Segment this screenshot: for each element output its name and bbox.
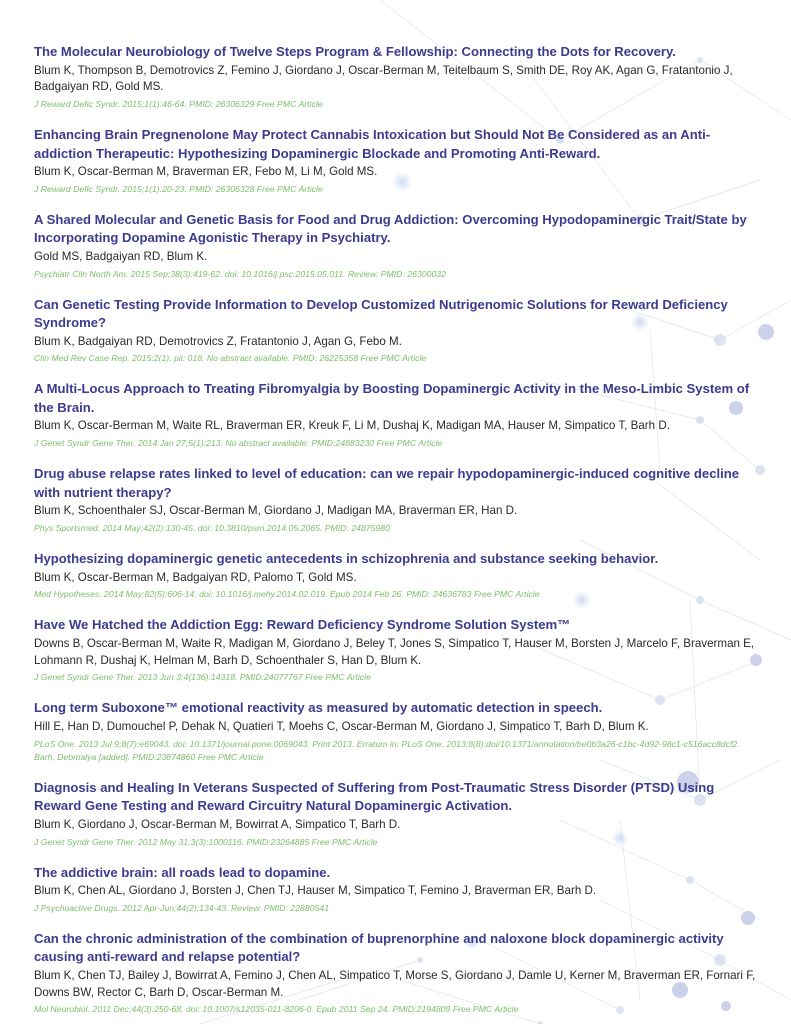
publication-entry [34,296,756,366]
publication-authors: Blum K, Thompson B, Demotrovics Z, Femino J, Giordano J, Oscar-Berman M, Teitelbaum S, Smith DE, Roy AK, Agan G, Fratantonio J, Badgaiyan RD, Gold MS. [34,63,733,94]
publication-title[interactable]: A Multi-Locus Approach to Treating Fibromyalgia by Boosting Dopaminergic Activity in the Meso-Limbic System of the Brain. [34,381,750,415]
publication-citation: Phys Sportsmed. 2014 May;42(2):130-45. doi: 10.3810/psm.2014.05.2065. PMID: 24875980 [34,523,390,534]
publication-title[interactable]: The Molecular Neurobiology of Twelve Steps Program & Fellowship: Connecting the Dots for Recovery. [34,44,676,59]
publication-entry [34,699,756,763]
publication-citation: J Reward Defic Syndr. 2015;1(1):46-64. PMID: 26306329 Free PMC Article [34,99,323,110]
publication-authors: Blum K, Oscar-Berman M, Badgaiyan RD, Palomo T, Gold MS. [34,570,357,584]
publication-citation: J Genet Syndr Gene Ther. 2013 Jun 3;4(136):14318. PMID:24077767 Free PMC Article [34,672,371,683]
publication-entry [34,779,756,849]
publication-authors: Blum K, Oscar-Berman M, Waite RL, Braverman ER, Kreuk F, Li M, Dushaj K, Madigan MA, Hauser M, Simpatico T, Barh D. [34,419,670,433]
publication-citation: J Reward Defic Syndr. 2015;1(1):20-23. PMID: 26306328 Free PMC Article [34,183,323,194]
publication-entry [34,864,756,915]
publication-title[interactable]: Hypothesizing dopaminergic genetic antecedents in schizophrenia and substance seeking behavior. [34,551,659,567]
publication-title[interactable]: A Shared Molecular and Genetic Basis for Food and Drug Addiction: Overcoming Hypodopaminergic Trait/State by Incorporating Dopamine Agonistic Therapy in Psychiatry. [34,211,747,246]
publication-title[interactable]: Can the chronic administration of the combination of buprenorphine and naloxone block dopaminergic activity causing anti-reward and relapse potential? [34,930,724,965]
publication-citation: Med Hypotheses. 2014 May;82(5):606-14. doi: 10.1016/j.mehy.2014.02.019. Epub 2014 Feb 26. PMID: 24636783 Free PMC Article [34,589,540,600]
publication-authors: Downs B, Oscar-Berman M, Waite R, Madigan M, Giordano J, Beley T, Jones S, Simpatico T, Hauser M, Borsten J, Marcelo F, Braverman E, Lohmann R, Dushaj K, Helman M, Barh D, Schoenthaler S, Han D, Blum K. [34,636,755,667]
publication-authors: Blum K, Chen AL, Giordano J, Borsten J, Chen TJ, Hauser M, Simpatico T, Femino J, Braverman ER, Barh D. [34,884,597,898]
publication-entry [34,380,756,450]
publication-citation: PLoS One. 2013 Jul 9;8(7):e69043. doi: 10.1371/journal.pone.0069043. Print 2013. Erratum in: PLoS One. 2013;8(8):doi/10.1371/annotation/be0b3a26-c1bc-4d92-98c1-c516acc8dcf2. Barh, Debmalya [added]. PMID:23874860 Free PMC Article [34,738,740,762]
publication-citation: Psychiatr Clin North Am. 2015 Sep;38(3):419-62. doi: 10.1016/j.psc.2015.05.011. Review. PMID: 26300032 [34,268,446,279]
publication-list [34,43,756,1031]
publication-authors: Blum K, Giordano J, Oscar-Berman M, Bowirrat A, Simpatico T, Barh D. [34,817,401,831]
publication-entry [34,930,756,1017]
publication-citation: J Genet Syndr Gene Ther. 2012 May 31;3(3):1000116. PMID:23264885 Free PMC Article [34,836,378,847]
publication-citation: J Genet Syndr Gene Ther. 2014 Jan 27;5(1):213. No abstract available. PMID:24883230 Free PMC Article [34,438,443,449]
publication-entry [34,126,756,196]
publication-entry [34,616,756,684]
publication-title[interactable]: The addictive brain: all roads lead to dopamine. [34,864,331,880]
publication-authors: Blum K, Chen TJ, Bailey J, Bowirrat A, Femino J, Chen AL, Simpatico T, Morse S, Giordano J, Damle U, Kerner M, Braverman ER, Fornari F, Downs BW, Rector C, Barh D, Oscar-Berman M. [34,968,756,999]
publication-title[interactable]: Diagnosis and Healing In Veterans Suspected of Suffering from Post-Traumatic Stress Disorder (PTSD) Using Reward Gene Testing and Reward Circuitry Natural Dopaminergic Activation. [34,779,715,814]
publication-authors: Blum K, Badgaiyan RD, Demotrovics Z, Fratantonio J, Agan G, Febo M. [34,334,402,348]
publication-citation: J Psychoactive Drugs. 2012 Apr-Jun;44(2):134-43. Review. PMID: 22880541 [34,902,330,913]
publication-authors: Hill E, Han D, Dumouchel P, Dehak N, Quatieri T, Moehs C, Oscar-Berman M, Giordano J, Simpatico T, Barh D, Blum K. [34,719,649,733]
publication-entry [34,465,756,535]
publication-title[interactable]: Can Genetic Testing Provide Information to Develop Customized Nutrigenomic Solutions for Reward Deficiency Syndrome? [34,296,728,331]
publication-title[interactable]: Enhancing Brain Pregnenolone May Protect Cannabis Intoxication but Should Not Be Considered as an Anti-addiction Therapeutic: Hypothesizing Dopaminergic Blockade and Promoting Anti-Reward. [34,127,711,161]
publication-authors: Blum K, Oscar-Berman M, Braverman ER, Febo M, Li M, Gold MS. [34,165,378,179]
publication-citation: Clin Med Rev Case Rep. 2015;2(1). pii: 018. No abstract available. PMID: 26225358 Free PMC Article [34,353,427,364]
publication-entry [34,550,756,601]
publication-authors: Gold MS, Badgaiyan RD, Blum K. [34,249,208,263]
publication-title[interactable]: Have We Hatched the Addiction Egg: Reward Deficiency Syndrome Solution System™ [34,617,571,633]
publication-title[interactable]: Long term Suboxone™ emotional reactivity as measured by automatic detection in speech. [34,700,603,716]
publication-authors: Blum K, Schoenthaler SJ, Oscar-Berman M, Giordano J, Madigan MA, Braverman ER, Han D. [34,504,518,518]
publication-citation: Mol Neurobiol. 2011 Dec;44(3):250-68. doi: 10.1007/s12035-011-8206-0. Epub 2011 Sep 24. PMID:2194809 Free PMC Article [34,1004,519,1015]
publication-title[interactable]: Drug abuse relapse rates linked to level of education: can we repair hypodopaminergic-induced cognitive decline with nutrient therapy? [34,466,740,500]
publication-entry [34,211,756,281]
publication-entry [34,43,756,111]
